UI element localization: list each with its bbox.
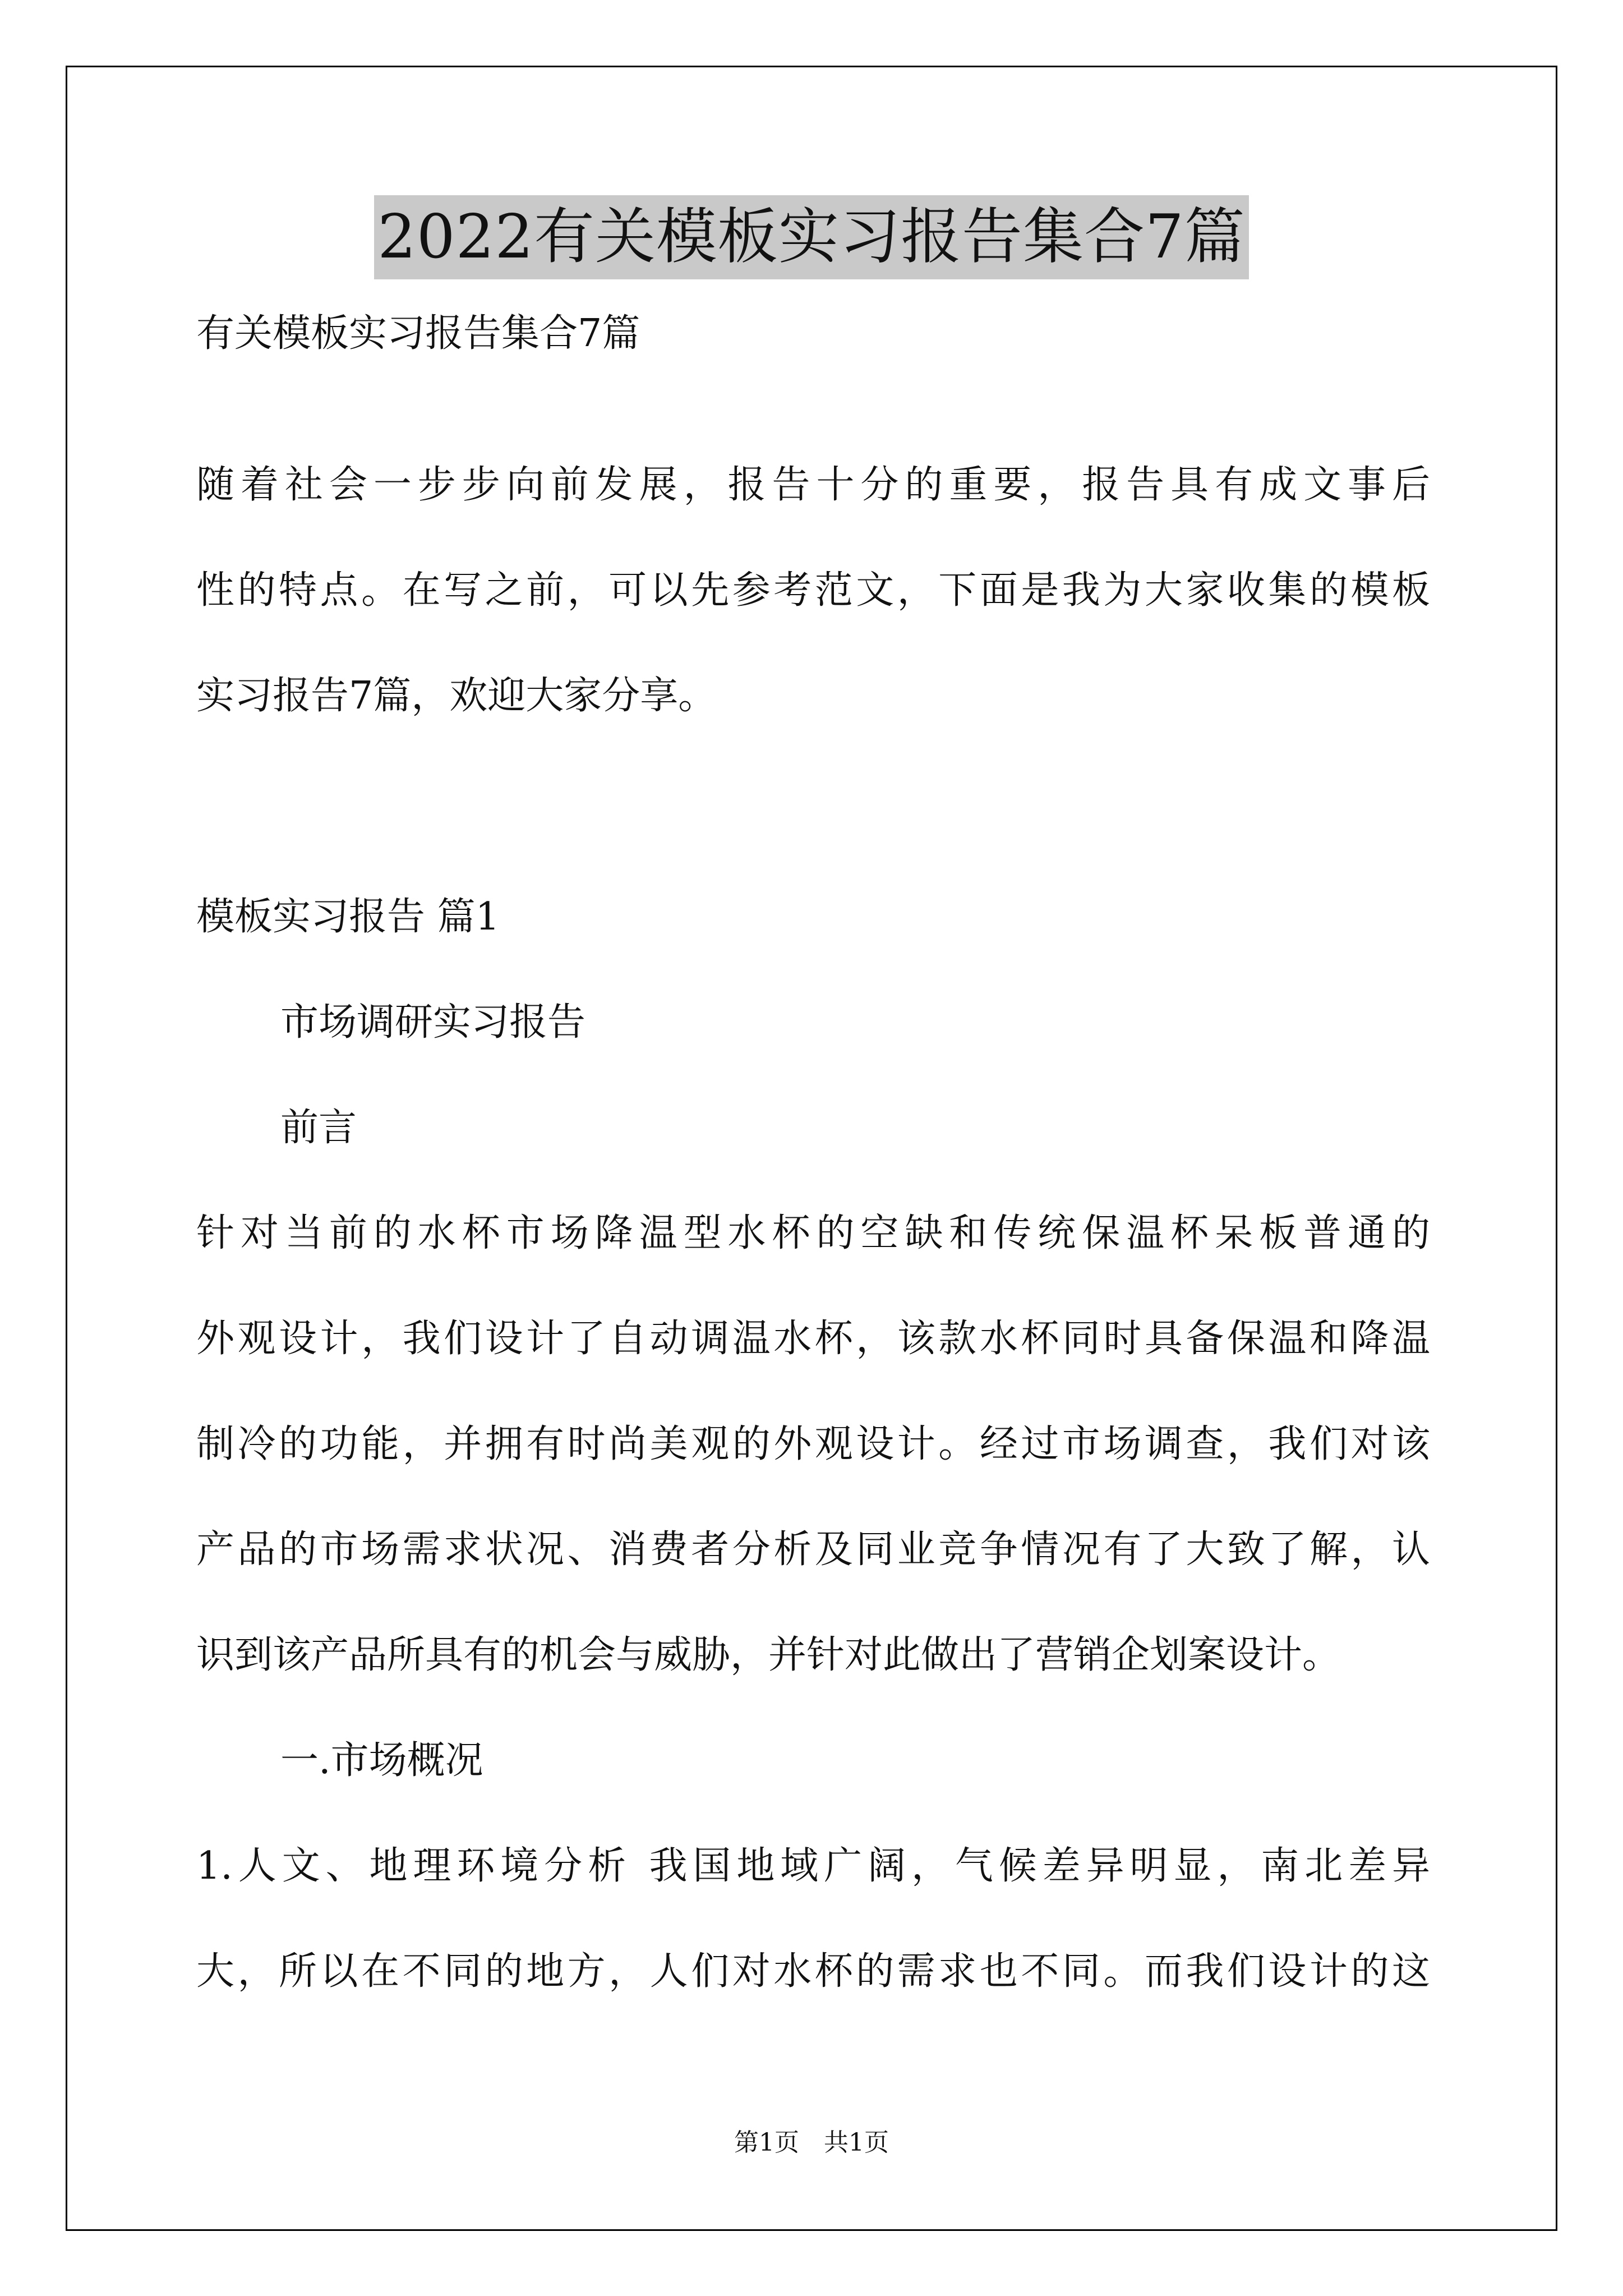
page-footer bbox=[0, 2126, 1623, 2160]
title-container bbox=[0, 195, 1623, 279]
section-heading: 模板实习报告 篇1 bbox=[196, 895, 500, 939]
preface-line-4: 产品的市场需求状况、消费者分析及同业竞争情况有了大致了解，认 bbox=[196, 1527, 1430, 1572]
intro-line-2: 性的特点。在写之前，可以先参考范文，下面是我为大家收集的模板 bbox=[196, 568, 1430, 613]
preface-line-5: 识到该产品所具有的机会与威胁，并针对此做出了营销企划案设计。 bbox=[196, 1633, 1341, 1677]
report-title: 市场调研实习报告 bbox=[280, 1000, 586, 1045]
preface-heading: 前言 bbox=[280, 1106, 357, 1150]
page-number: 第1页 bbox=[734, 2128, 799, 2157]
intro-line-3: 实习报告7篇，欢迎大家分享。 bbox=[196, 674, 717, 718]
document-title: 2022有关模板实习报告集合7篇 bbox=[374, 195, 1249, 279]
analysis-line-2: 大，所以在不同的地方，人们对水杯的需求也不同。而我们设计的这 bbox=[196, 1949, 1430, 1994]
intro-line-1: 随着社会一步步向前发展，报告十分的重要，报告具有成文事后 bbox=[196, 463, 1430, 507]
preface-line-1: 针对当前的水杯市场降温型水杯的空缺和传统保温杯呆板普通的 bbox=[196, 1211, 1430, 1255]
preface-line-2: 外观设计，我们设计了自动调温水杯，该款水杯同时具备保温和降温 bbox=[196, 1317, 1430, 1361]
market-heading: 一.市场概况 bbox=[280, 1738, 483, 1783]
analysis-line-1: 1.人文、地理环境分析 我国地域广阔，气候差异明显，南北差异 bbox=[196, 1844, 1430, 1888]
page-total: 共1页 bbox=[824, 2128, 889, 2157]
preface-line-3: 制冷的功能，并拥有时尚美观的外观设计。经过市场调查，我们对该 bbox=[196, 1422, 1430, 1466]
document-subtitle: 有关模板实习报告集合7篇 bbox=[196, 311, 640, 356]
